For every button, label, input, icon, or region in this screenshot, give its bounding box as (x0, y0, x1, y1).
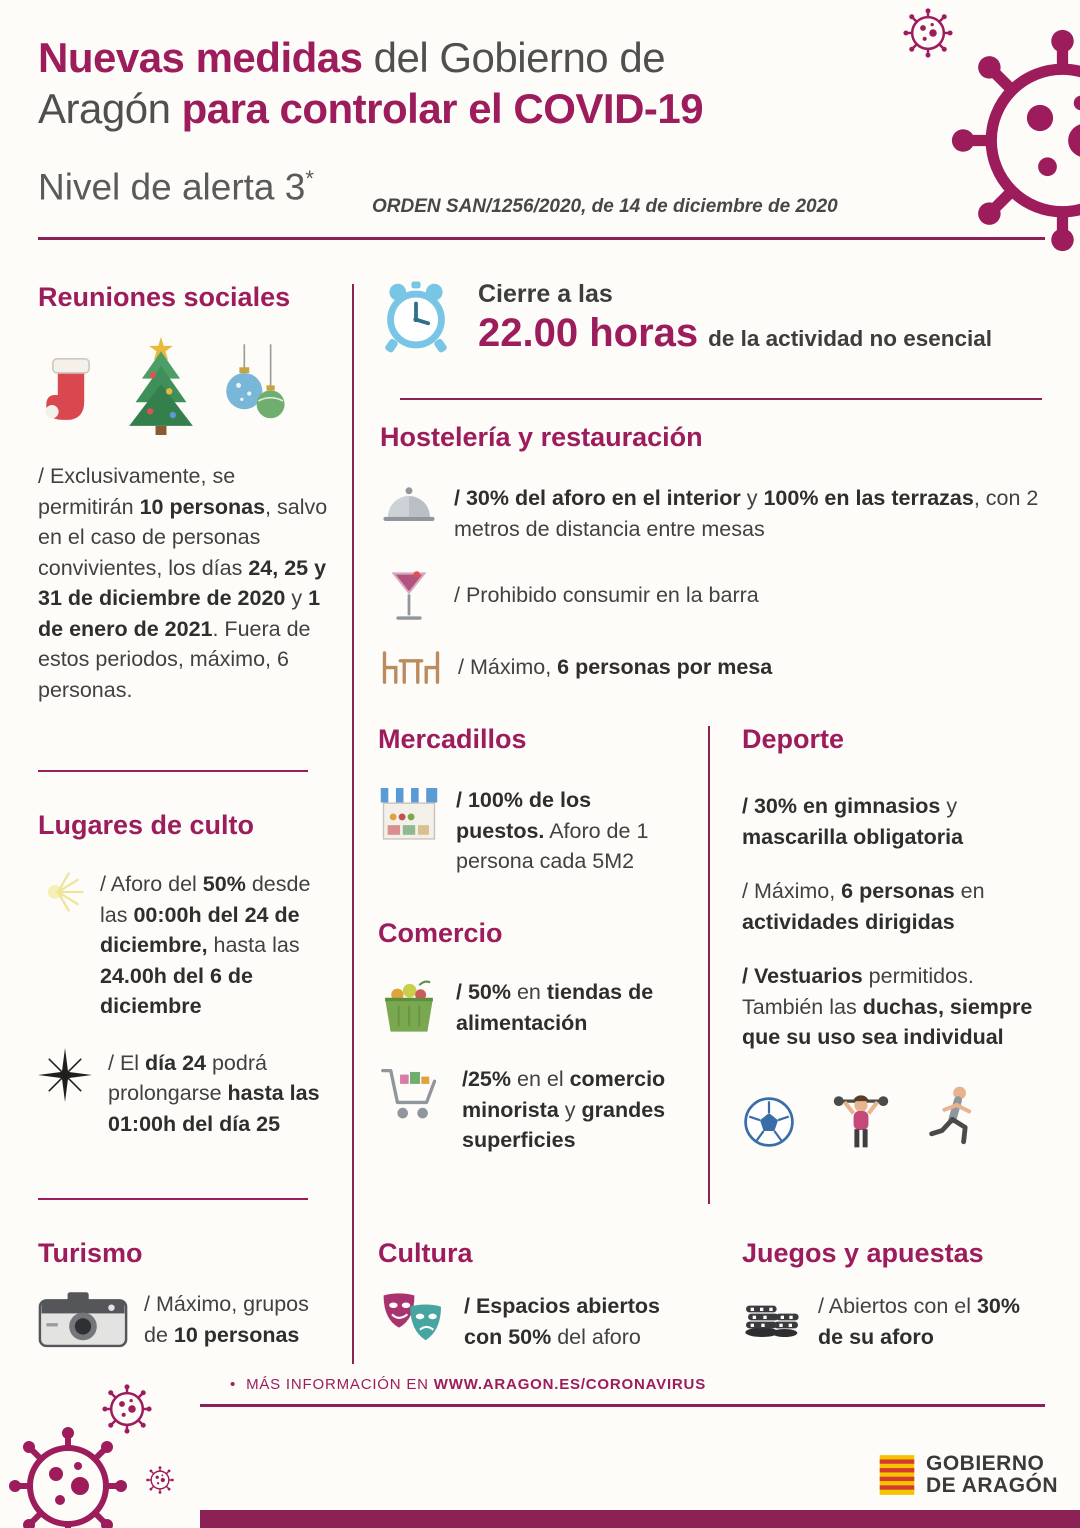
bottom-bar (200, 1510, 1080, 1528)
hosteleria-rule-text: / 30% del aforo en el interior y 100% en las terrazas, con 2 metros de distancia entre mesas (454, 486, 1039, 541)
hosteleria-rule-barra (380, 568, 1048, 623)
deporte-rule-text: / Máximo, 6 personas en actividades dirigidas (742, 879, 985, 934)
section-heading: Turismo (38, 1238, 143, 1268)
gobierno-de-aragon-logo (878, 1452, 1058, 1498)
coronavirus-icon (903, 8, 953, 58)
logo-line-1: GOBIERNO (926, 1451, 1045, 1475)
food-basket-icon (378, 977, 440, 1035)
christmas-tree-icon (120, 335, 202, 435)
hosteleria-rule-text: / Prohibido consumir en la barra (454, 583, 759, 608)
juegos-rule-text: / Abiertos con el 30% de su aforo (818, 1294, 1020, 1349)
footer-divider (200, 1404, 1045, 1407)
mercadillos-rule-text: / 100% de los puestos. Aforo de 1 persona cada 5M2 (456, 788, 649, 874)
alert-level: Nivel de alerta 3* (38, 166, 314, 208)
section-heading: Reuniones sociales (38, 282, 291, 312)
comercio-rule-alimentacion (378, 977, 690, 1038)
footer-info (230, 1376, 706, 1393)
weightlifter-icon (832, 1083, 890, 1149)
shopping-cart-icon (378, 1064, 446, 1127)
cultura-rule-text: / Espacios abiertos con 50% del aforo (464, 1294, 660, 1349)
closure-rest: de la actividad no esencial (708, 326, 993, 351)
coronavirus-icon (146, 1466, 174, 1494)
comercio-rule-text: /25% en el comercio minorista y grandes superficies (462, 1067, 666, 1153)
culto-rule-text: / Aforo del 50% desde las 00:00h del 24 de diciembre, hasta las 24.00h del 6 de diciembre (100, 872, 311, 1019)
section-heading: Mercadillos (378, 724, 527, 754)
camera-icon (38, 1289, 128, 1350)
section-lugares-de-culto (38, 810, 340, 1139)
section-divider (38, 1198, 308, 1200)
coronavirus-icon (8, 1426, 128, 1528)
logo-line-2: DE ARAGÓN (926, 1474, 1059, 1497)
page-title-line-1: Nuevas medidas del Gobierno de (38, 34, 666, 81)
sports-icons-row (742, 1083, 1042, 1149)
section-deporte (742, 724, 1042, 1149)
column-divider (352, 284, 354, 1364)
christmas-stocking-icon (38, 352, 104, 435)
logo-text (926, 1453, 1058, 1497)
section-cultura (378, 1238, 690, 1352)
section-juegos-apuestas (742, 1238, 1048, 1352)
page-title (38, 32, 738, 134)
section-mercadillos (378, 724, 686, 877)
food-cloche-icon (380, 483, 438, 527)
turismo-rule (38, 1289, 340, 1350)
juegos-rule (742, 1291, 1048, 1352)
section-heading: Deporte (742, 724, 845, 754)
closure-line1: Cierre a las (478, 280, 613, 308)
culto-rule-text: / El día 24 podrá prolongarse hasta las 01:00h del día 25 (108, 1050, 320, 1136)
turismo-rule-text: / Máximo, grupos de 10 personas (144, 1292, 309, 1347)
reuniones-text: / Exclusivamente, se permitirán 10 personas, salvo en el caso de personas convivientes, los días 24, 25 y 31 de diciembre de 2020 y 1 de enero de 2021. Fuera de estos periodos, máximo, 6 personas. (38, 464, 328, 702)
cultura-rule (378, 1291, 690, 1352)
market-stall-icon (378, 785, 440, 844)
order-reference: ORDEN SAN/1256/2020, de 14 de diciembre de 2020 (372, 196, 838, 217)
mercadillos-rule (378, 785, 686, 877)
closure-banner (378, 280, 992, 356)
column-divider (708, 726, 710, 1204)
culto-rule-aforo (38, 869, 340, 1022)
culto-rule-dia24 (38, 1048, 340, 1140)
section-heading: Hostelería y restauración (380, 422, 703, 452)
section-divider (38, 770, 308, 772)
christmas-icons-row (38, 335, 336, 435)
runner-icon (926, 1085, 982, 1149)
bullet: • (230, 1376, 237, 1393)
sparkle-star-icon (38, 1048, 92, 1102)
section-hosteleria (380, 422, 1048, 687)
deporte-rule-text: / 30% en gimnasios y mascarilla obligatoria (742, 794, 964, 849)
comercio-rule-text: / 50% en tiendas de alimentación (456, 980, 654, 1035)
poker-chips-icon (742, 1291, 802, 1341)
section-divider (400, 398, 1042, 400)
section-turismo (38, 1238, 340, 1350)
hosteleria-rule-mesa (380, 647, 1048, 687)
section-reuniones-sociales (38, 282, 336, 705)
section-comercio (378, 918, 690, 1156)
page-title-line-2: Aragón para controlar el COVID-19 (38, 85, 704, 133)
christmas-ornaments-icon (218, 344, 292, 435)
theater-masks-icon (378, 1291, 448, 1344)
hosteleria-rule-text: / Máximo, 6 personas por mesa (458, 654, 773, 679)
closure-line2 (478, 311, 992, 356)
alert-asterisk: * (305, 166, 314, 191)
soccer-ball-icon (742, 1095, 796, 1149)
coronavirus-icon (950, 28, 1080, 253)
hosteleria-rule-aforo (380, 483, 1048, 544)
header-divider (38, 237, 1045, 240)
deporte-rule-text: / Vestuarios permitidos. También las duchas, siempre que su uso sea individual (742, 964, 1033, 1050)
sun-rays-icon (38, 869, 84, 915)
closure-text (478, 280, 992, 356)
footer-info-text: MÁS INFORMACIÓN EN (246, 1376, 434, 1393)
table-chairs-icon (380, 647, 442, 687)
aragon-flag-icon (878, 1452, 916, 1498)
section-heading: Cultura (378, 1238, 473, 1268)
comercio-rule-minorista (378, 1064, 690, 1156)
section-heading: Juegos y apuestas (742, 1238, 984, 1268)
info-url: WWW.ARAGON.ES/CORONAVIRUS (433, 1376, 706, 1393)
section-heading: Lugares de culto (38, 810, 255, 840)
cocktail-icon (380, 568, 438, 623)
section-heading: Comercio (378, 918, 503, 948)
closure-time: 22.00 horas (478, 311, 699, 355)
alarm-clock-icon (378, 280, 454, 356)
